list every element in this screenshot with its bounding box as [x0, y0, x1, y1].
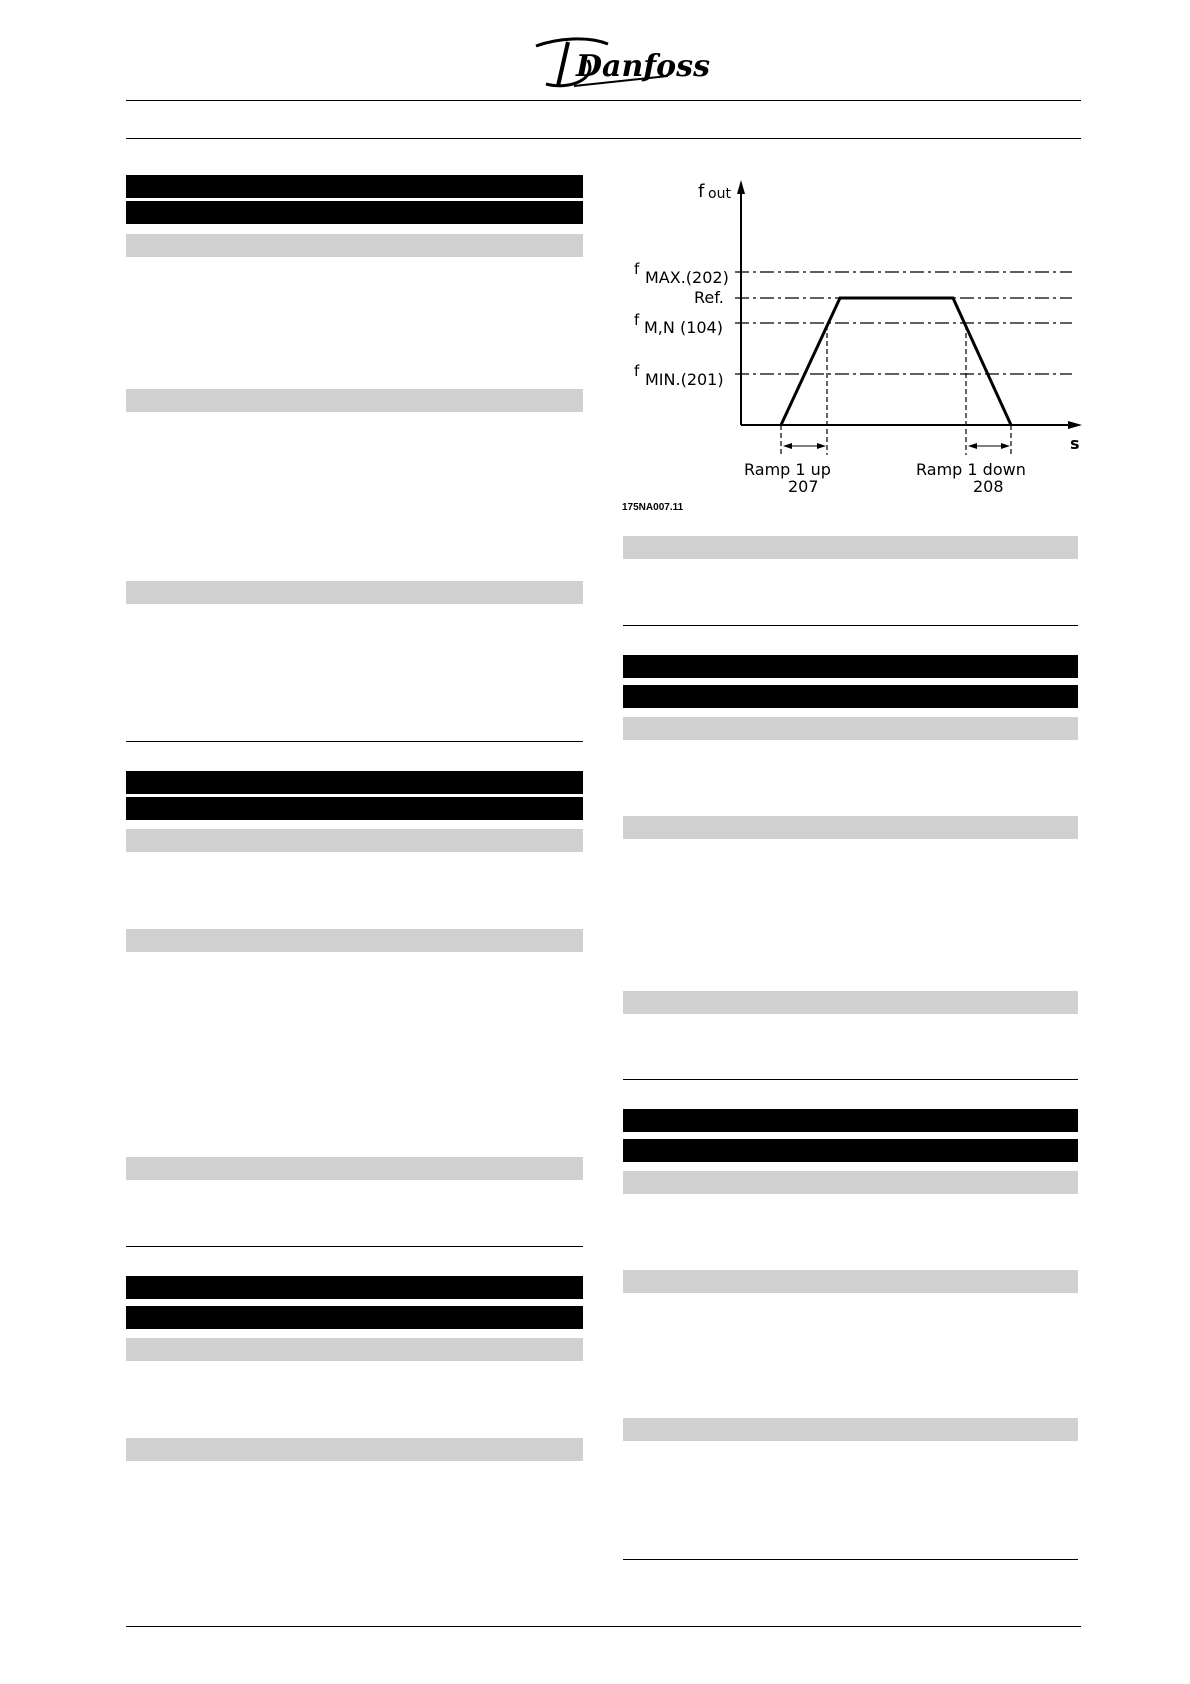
level-label-fmax [634, 260, 729, 287]
svg-text:MAX.(202): MAX.(202) [645, 268, 729, 287]
section-header-bar [126, 175, 583, 198]
section-header-bar [126, 771, 583, 794]
ramp-up-label: Ramp 1 up [744, 460, 831, 479]
level-label-ref [694, 288, 724, 307]
ramp-up-span-arrow [783, 443, 826, 449]
parameter-bar [623, 1418, 1078, 1441]
section-header-bar [126, 1276, 583, 1299]
section-subheader-bar [126, 201, 583, 224]
parameter-bar [623, 1171, 1078, 1194]
parameter-bar [623, 1270, 1078, 1293]
section-divider [623, 1559, 1078, 1560]
section-divider [126, 1246, 583, 1247]
section-subheader-bar [623, 1139, 1078, 1162]
section-subheader-bar [126, 1306, 583, 1329]
section-divider [126, 741, 583, 742]
parameter-bar [623, 536, 1078, 559]
level-label-fmn [634, 311, 723, 337]
svg-text:f: f [634, 311, 640, 329]
svg-text:f: f [634, 260, 640, 278]
section-subheader-bar [126, 797, 583, 820]
svg-text:Ref.: Ref. [694, 288, 724, 307]
ramp-down-label: Ramp 1 down [916, 460, 1026, 479]
svg-text:M,N (104): M,N (104) [644, 318, 723, 337]
figure-code: 175NA007.11 [622, 502, 684, 513]
ramp-up-param: 207 [788, 477, 819, 496]
y-axis-label-sub: out [708, 186, 731, 202]
parameter-bar [126, 929, 583, 952]
section-header-bar [623, 1109, 1078, 1132]
section-header-bar [623, 655, 1078, 678]
svg-text:f: f [634, 362, 640, 380]
parameter-bar [623, 991, 1078, 1014]
ramp-down-param: 208 [973, 477, 1004, 496]
y-axis-arrow [737, 180, 745, 194]
parameter-bar [623, 816, 1078, 839]
footer-rule [126, 1626, 1081, 1627]
y-axis-label: f [698, 181, 705, 202]
x-axis-label: s [1070, 434, 1080, 453]
parameter-bar [623, 717, 1078, 740]
parameter-bar [126, 581, 583, 604]
level-label-fmin [634, 362, 724, 389]
section-divider [623, 625, 1078, 626]
parameter-bar [126, 1157, 583, 1180]
parameter-bar [126, 234, 583, 257]
logo-wordmark: Danfoss [576, 49, 710, 84]
x-axis-arrow [1068, 421, 1082, 429]
header-rule-bottom [126, 138, 1081, 139]
svg-text:MIN.(201): MIN.(201) [645, 370, 724, 389]
section-divider [623, 1079, 1078, 1080]
parameter-bar [126, 1338, 583, 1361]
ramp-diagram [620, 170, 1080, 510]
ramp-profile [781, 298, 1011, 425]
header-rule-top [126, 100, 1081, 101]
parameter-bar [126, 829, 583, 852]
parameter-bar [126, 1438, 583, 1461]
section-subheader-bar [623, 685, 1078, 708]
danfoss-logo [528, 30, 710, 92]
ramp-down-span-arrow [968, 443, 1010, 449]
parameter-bar [126, 389, 583, 412]
